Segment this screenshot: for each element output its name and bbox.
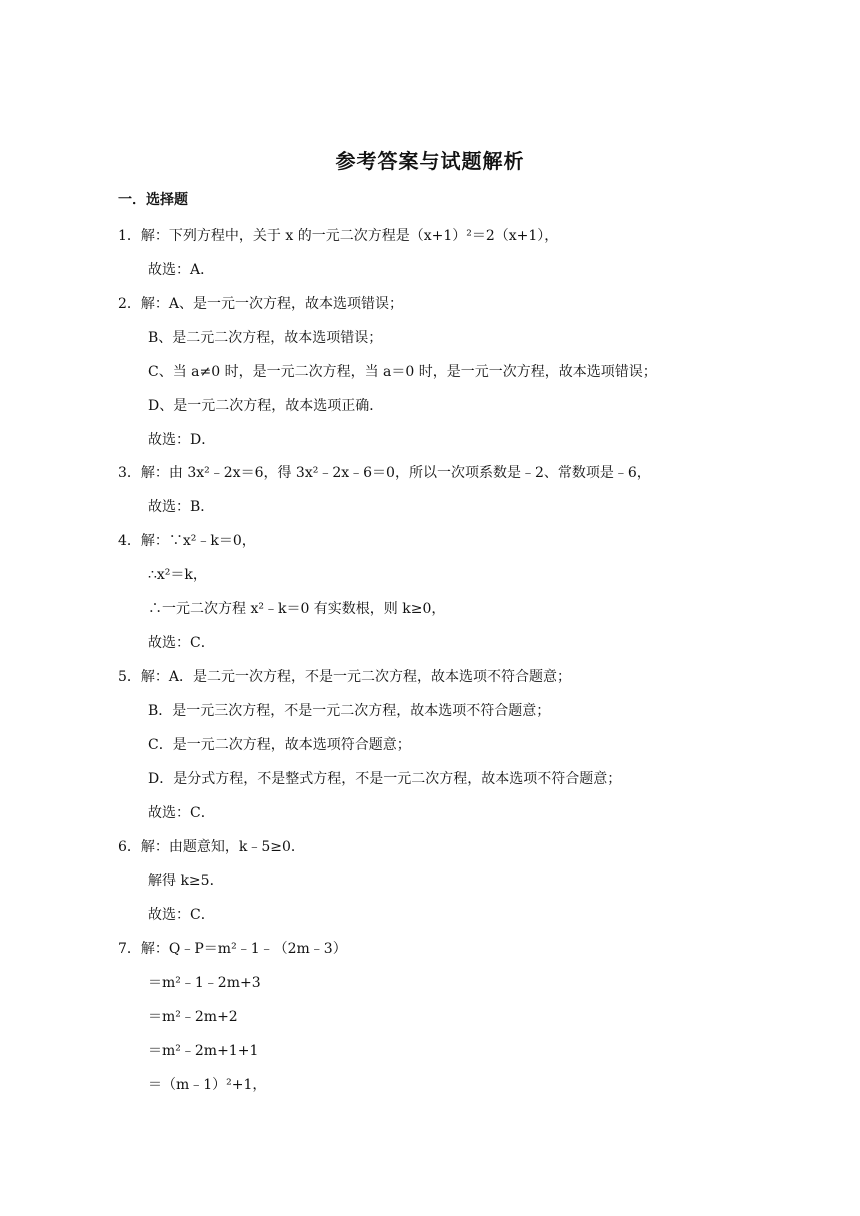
answer-line: 3．解：由 3x²﹣2x＝6，得 3x²﹣2x﹣6＝0，所以一次项系数是﹣2、常数项是﹣6，	[118, 465, 651, 481]
answer-line: B．是一元三次方程，不是一元二次方程，故本选项不符合题意；	[148, 703, 551, 719]
answer-line: 6．解：由题意知，k﹣5≥0．	[118, 839, 305, 855]
answer-line: ＝（m﹣1）²+1，	[148, 1077, 267, 1093]
answer-line: D、是一元二次方程，故本选项正确．	[148, 398, 384, 414]
answer-line: 4．解：∵x²﹣k＝0，	[118, 533, 256, 549]
answer-line: C、当 a≠0 时，是一元二次方程，当 a＝0 时，是一元一次方程，故本选项错误；	[148, 364, 657, 380]
answer-line: 故选：B．	[148, 499, 215, 515]
answer-line: ＝m²﹣2m+2	[148, 1009, 238, 1025]
page-title: 参考答案与试题解析	[335, 149, 525, 173]
answer-line: 故选：A．	[148, 262, 215, 278]
answer-line: C．是一元二次方程，故本选项符合题意；	[148, 737, 411, 753]
answer-line: 2．解：A、是一元一次方程，故本选项错误；	[118, 296, 404, 312]
answer-line: 5．解：A．是二元一次方程，不是一元二次方程，故本选项不符合题意；	[118, 669, 572, 685]
answer-line: 故选：C．	[148, 805, 215, 821]
answer-line: ∴一元二次方程 x²﹣k＝0 有实数根，则 k≥0，	[148, 601, 446, 617]
answer-line: 故选：C．	[148, 635, 215, 651]
answer-line: 7．解：Q﹣P＝m²﹣1﹣（2m﹣3）	[118, 941, 347, 957]
answer-line: ∴x²＝k，	[148, 567, 207, 583]
answer-line: 故选：D．	[148, 432, 216, 448]
answer-line: B、是二元二次方程，故本选项错误；	[148, 330, 383, 346]
answer-line: ＝m²﹣2m+1+1	[148, 1043, 259, 1059]
section-heading: 一．选择题	[118, 192, 188, 208]
answer-line: 解得 k≥5．	[148, 873, 224, 889]
answer-line: D．是分式方程，不是整式方程，不是一元二次方程，故本选项不符合题意；	[148, 771, 622, 787]
answer-line: 故选：C．	[148, 907, 215, 923]
answer-line: ＝m²﹣1﹣2m+3	[148, 975, 261, 991]
answer-line: 1．解：下列方程中，关于 x 的一元二次方程是（x+1）²＝2（x+1），	[118, 228, 559, 244]
